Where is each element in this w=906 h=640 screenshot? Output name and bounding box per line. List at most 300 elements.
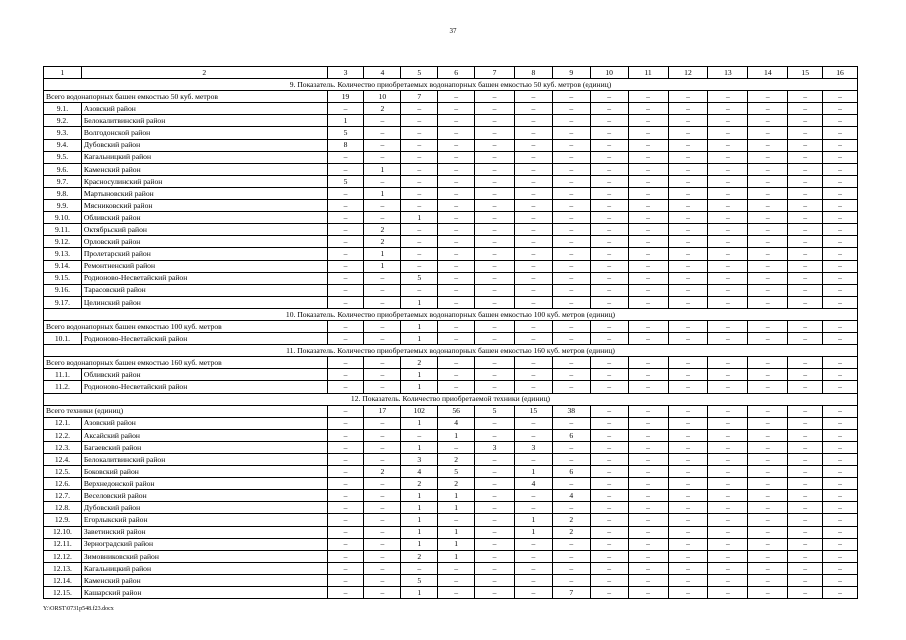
column-number-cell: 12 [668,67,708,79]
column-number-cell: 5 [401,67,438,79]
value-cell: – [628,200,668,212]
value-cell: – [364,381,401,393]
row-number: 12.2. [44,429,82,441]
value-cell: 5 [327,175,364,187]
value-cell: – [364,175,401,187]
value-cell: – [514,417,552,429]
row-number: 12.10. [44,526,82,538]
value-cell: 8 [327,139,364,151]
value-cell: – [628,381,668,393]
value-cell: – [748,212,788,224]
column-number-cell: 10 [590,67,628,79]
value-cell: 1 [401,369,438,381]
value-cell: – [748,417,788,429]
district-name: Заветинский район [81,526,327,538]
value-cell: – [823,538,858,550]
value-cell: 1 [401,417,438,429]
value-cell: – [823,236,858,248]
value-cell: – [364,296,401,308]
value-cell: – [327,163,364,175]
table-row [44,333,858,345]
value-cell: – [788,502,823,514]
value-cell: – [514,538,552,550]
value-cell: – [708,574,748,586]
value-cell: – [364,562,401,574]
value-cell: – [475,91,515,103]
row-number: 10.1. [44,333,82,345]
value-cell: – [590,91,628,103]
value-cell: – [668,333,708,345]
value-cell: – [327,296,364,308]
value-cell: – [475,320,515,332]
value-cell: – [514,369,552,381]
value-cell: – [628,212,668,224]
value-cell: – [514,163,552,175]
district-name: Родионово-Несветайский район [81,333,327,345]
value-cell: – [823,212,858,224]
value-cell: – [668,187,708,199]
value-cell: – [788,175,823,187]
value-cell: – [708,538,748,550]
value-cell: – [552,454,590,466]
value-cell: – [327,490,364,502]
value-cell: 7 [401,91,438,103]
value-cell: – [514,574,552,586]
value-cell: – [590,333,628,345]
column-number-cell: 8 [514,67,552,79]
value-cell: – [590,127,628,139]
value-cell: – [708,296,748,308]
value-cell: 3 [401,454,438,466]
value-cell: – [438,272,475,284]
value-cell: – [788,587,823,599]
value-cell: – [364,454,401,466]
value-cell: – [628,115,668,127]
value-cell: – [514,260,552,272]
value-cell: – [788,381,823,393]
value-cell: – [552,103,590,115]
value-cell: – [590,212,628,224]
value-cell: – [475,200,515,212]
value-cell: – [438,139,475,151]
value-cell: – [748,550,788,562]
value-cell: – [590,163,628,175]
value-cell: – [628,272,668,284]
value-cell: – [401,187,438,199]
row-number: 12.4. [44,454,82,466]
value-cell: – [708,115,748,127]
value-cell: 3 [514,441,552,453]
value-cell: – [475,538,515,550]
value-cell: – [364,417,401,429]
value-cell: – [475,175,515,187]
value-cell: – [475,284,515,296]
value-cell: – [748,187,788,199]
section-heading-row [44,345,858,357]
value-cell: – [628,163,668,175]
value-cell: – [748,284,788,296]
value-cell: – [364,441,401,453]
row-number: 9.4. [44,139,82,151]
district-name: Обливский район [81,212,327,224]
value-cell: – [514,236,552,248]
value-cell: – [788,272,823,284]
value-cell: – [475,550,515,562]
value-cell: – [668,200,708,212]
value-cell: – [823,550,858,562]
total-label: Всего водонапорных башен емкостью 50 куб. метров [44,91,328,103]
value-cell: – [748,236,788,248]
value-cell: – [438,103,475,115]
value-cell: – [364,429,401,441]
value-cell: – [438,151,475,163]
value-cell: – [708,200,748,212]
value-cell: – [788,538,823,550]
value-cell: – [514,381,552,393]
value-cell: 1 [364,260,401,272]
table-row [44,260,858,272]
value-cell: – [823,574,858,586]
table-row [44,381,858,393]
value-cell: – [438,212,475,224]
value-cell: – [590,115,628,127]
value-cell: – [628,320,668,332]
value-cell: – [708,526,748,538]
value-cell: – [514,248,552,260]
value-cell: 1 [438,526,475,538]
value-cell: – [823,514,858,526]
value-cell: 5 [401,272,438,284]
value-cell: 1 [364,248,401,260]
value-cell: – [823,260,858,272]
row-number: 12.1. [44,417,82,429]
value-cell: 4 [552,490,590,502]
value-cell: – [628,538,668,550]
value-cell: – [438,574,475,586]
value-cell: – [514,320,552,332]
value-cell: 1 [401,514,438,526]
table-row [44,139,858,151]
value-cell: – [552,538,590,550]
value-cell: – [823,405,858,417]
value-cell: – [668,429,708,441]
total-label: Всего техники (единиц) [44,405,328,417]
value-cell: – [438,115,475,127]
value-cell: – [628,587,668,599]
district-name: Азовский район [81,103,327,115]
row-number: 9.17. [44,296,82,308]
value-cell: – [708,187,748,199]
table-row [44,526,858,538]
value-cell: – [628,175,668,187]
value-cell: – [552,224,590,236]
value-cell: 10 [364,91,401,103]
value-cell: – [590,478,628,490]
value-cell: – [552,115,590,127]
table-row [44,466,858,478]
value-cell: – [823,526,858,538]
value-cell: – [823,441,858,453]
value-cell: – [475,466,515,478]
value-cell: – [668,369,708,381]
value-cell: – [590,490,628,502]
value-cell: – [748,200,788,212]
value-cell: – [552,272,590,284]
value-cell: 56 [438,405,475,417]
section-heading-row [44,308,858,320]
column-number-cell: 7 [475,67,515,79]
value-cell: – [668,381,708,393]
value-cell: – [438,248,475,260]
table-row [44,296,858,308]
value-cell: – [748,115,788,127]
value-cell: – [823,139,858,151]
value-cell: – [401,127,438,139]
value-cell: – [748,333,788,345]
row-number: 12.15. [44,587,82,599]
value-cell: – [475,454,515,466]
value-cell: 2 [401,550,438,562]
value-cell: – [590,514,628,526]
value-cell: – [514,175,552,187]
value-cell: 1 [438,538,475,550]
table-row [44,562,858,574]
value-cell: – [327,357,364,369]
value-cell: – [438,381,475,393]
value-cell: – [327,320,364,332]
value-cell: – [788,514,823,526]
row-number: 9.1. [44,103,82,115]
row-number: 12.12. [44,550,82,562]
value-cell: – [364,526,401,538]
value-cell: – [823,284,858,296]
value-cell: – [668,417,708,429]
value-cell: – [823,478,858,490]
value-cell: 1 [514,526,552,538]
value-cell: – [590,405,628,417]
value-cell: – [514,139,552,151]
value-cell: – [401,284,438,296]
value-cell: – [514,333,552,345]
district-name: Азовский район [81,417,327,429]
column-number-cell: 6 [438,67,475,79]
column-number-cell: 1 [44,67,82,79]
value-cell: – [364,127,401,139]
value-cell: – [327,514,364,526]
value-cell: – [475,139,515,151]
value-cell: – [628,429,668,441]
value-cell: – [327,260,364,272]
value-cell: – [708,490,748,502]
value-cell: – [590,381,628,393]
value-cell: – [708,103,748,115]
section-heading-row [44,79,858,91]
value-cell: – [475,587,515,599]
page-number: 37 [449,27,457,35]
value-cell: – [438,296,475,308]
value-cell: – [552,200,590,212]
value-cell: – [748,429,788,441]
value-cell: – [590,187,628,199]
value-cell: – [788,212,823,224]
value-cell: – [590,284,628,296]
value-cell: – [748,91,788,103]
value-cell: – [327,574,364,586]
section-heading: 11. Показатель. Количество приобретаемых водонапорных башен емкостью 160 куб. метров (единиц) [44,345,858,357]
total-row [44,320,858,332]
value-cell: 4 [438,417,475,429]
value-cell: 1 [401,296,438,308]
table-row [44,454,858,466]
value-cell: – [788,333,823,345]
value-cell: – [590,103,628,115]
value-cell: – [668,357,708,369]
value-cell: 1 [401,490,438,502]
value-cell: – [475,236,515,248]
value-cell: – [668,139,708,151]
value-cell: – [401,429,438,441]
value-cell: – [708,212,748,224]
value-cell: – [364,139,401,151]
value-cell: 1 [438,429,475,441]
value-cell: – [438,514,475,526]
value-cell: – [668,260,708,272]
value-cell: – [823,187,858,199]
value-cell: – [748,272,788,284]
value-cell: – [364,212,401,224]
value-cell: – [552,248,590,260]
section-heading: 10. Показатель. Количество приобретаемых водонапорных башен емкостью 100 куб. метров (единиц) [44,308,858,320]
district-name: Каменский район [81,163,327,175]
value-cell: – [438,163,475,175]
value-cell: – [788,127,823,139]
district-name: Красносулинский район [81,175,327,187]
value-cell: – [327,441,364,453]
value-cell: – [628,187,668,199]
value-cell: 1 [438,502,475,514]
value-cell: – [590,151,628,163]
value-cell: – [552,284,590,296]
value-cell: – [475,248,515,260]
value-cell: – [475,429,515,441]
district-name: Веселовский район [81,490,327,502]
value-cell: 19 [327,91,364,103]
table-row [44,429,858,441]
value-cell: – [364,333,401,345]
value-cell: – [788,296,823,308]
district-name: Егорлыкский район [81,514,327,526]
value-cell: – [401,562,438,574]
value-cell: – [514,490,552,502]
value-cell: – [628,284,668,296]
row-number: 11.1. [44,369,82,381]
district-name: Октябрьский район [81,224,327,236]
value-cell: – [628,441,668,453]
value-cell: 1 [401,381,438,393]
district-name: Кашарский район [81,587,327,599]
value-cell: – [590,272,628,284]
row-number: 9.11. [44,224,82,236]
value-cell: 2 [552,526,590,538]
value-cell: – [823,429,858,441]
value-cell: – [788,550,823,562]
value-cell: – [628,151,668,163]
value-cell: – [327,248,364,260]
value-cell: – [788,224,823,236]
value-cell: – [628,417,668,429]
value-cell: – [823,417,858,429]
value-cell: – [475,212,515,224]
value-cell: – [327,369,364,381]
column-number-cell: 16 [823,67,858,79]
value-cell: – [628,236,668,248]
value-cell: – [514,151,552,163]
district-name: Верхнедонской район [81,478,327,490]
value-cell: – [438,127,475,139]
value-cell: – [590,248,628,260]
section-heading: 9. Показатель. Количество приобретаемых водонапорных башен емкостью 50 куб. метров (единиц) [44,79,858,91]
value-cell: – [748,514,788,526]
value-cell: – [552,91,590,103]
value-cell: – [668,587,708,599]
value-cell: – [823,333,858,345]
value-cell: – [590,562,628,574]
value-cell: – [327,381,364,393]
value-cell: – [327,405,364,417]
value-cell: – [552,441,590,453]
value-cell: – [552,574,590,586]
value-cell: – [748,139,788,151]
value-cell: – [668,236,708,248]
value-cell: – [708,151,748,163]
table-row [44,502,858,514]
value-cell: – [438,91,475,103]
value-cell: – [514,272,552,284]
value-cell: – [668,224,708,236]
value-cell: 1 [401,502,438,514]
value-cell: – [708,175,748,187]
value-cell: – [401,163,438,175]
value-cell: – [628,127,668,139]
column-number-cell: 9 [552,67,590,79]
value-cell: – [327,224,364,236]
value-cell: – [628,490,668,502]
value-cell: – [748,454,788,466]
row-number: 12.3. [44,441,82,453]
value-cell: – [327,417,364,429]
district-name: Боковский район [81,466,327,478]
table-row [44,187,858,199]
value-cell: – [748,127,788,139]
value-cell: – [788,139,823,151]
value-cell: – [327,502,364,514]
value-cell: – [748,369,788,381]
value-cell: 3 [475,441,515,453]
district-name: Зимовниковский район [81,550,327,562]
value-cell: – [788,526,823,538]
table-row [44,127,858,139]
value-cell: – [823,502,858,514]
value-cell: – [364,574,401,586]
value-cell: – [401,175,438,187]
value-cell: – [668,478,708,490]
value-cell: – [552,357,590,369]
value-cell: – [401,139,438,151]
value-cell: – [514,550,552,562]
value-cell: – [327,478,364,490]
value-cell: – [788,357,823,369]
value-cell: – [668,320,708,332]
